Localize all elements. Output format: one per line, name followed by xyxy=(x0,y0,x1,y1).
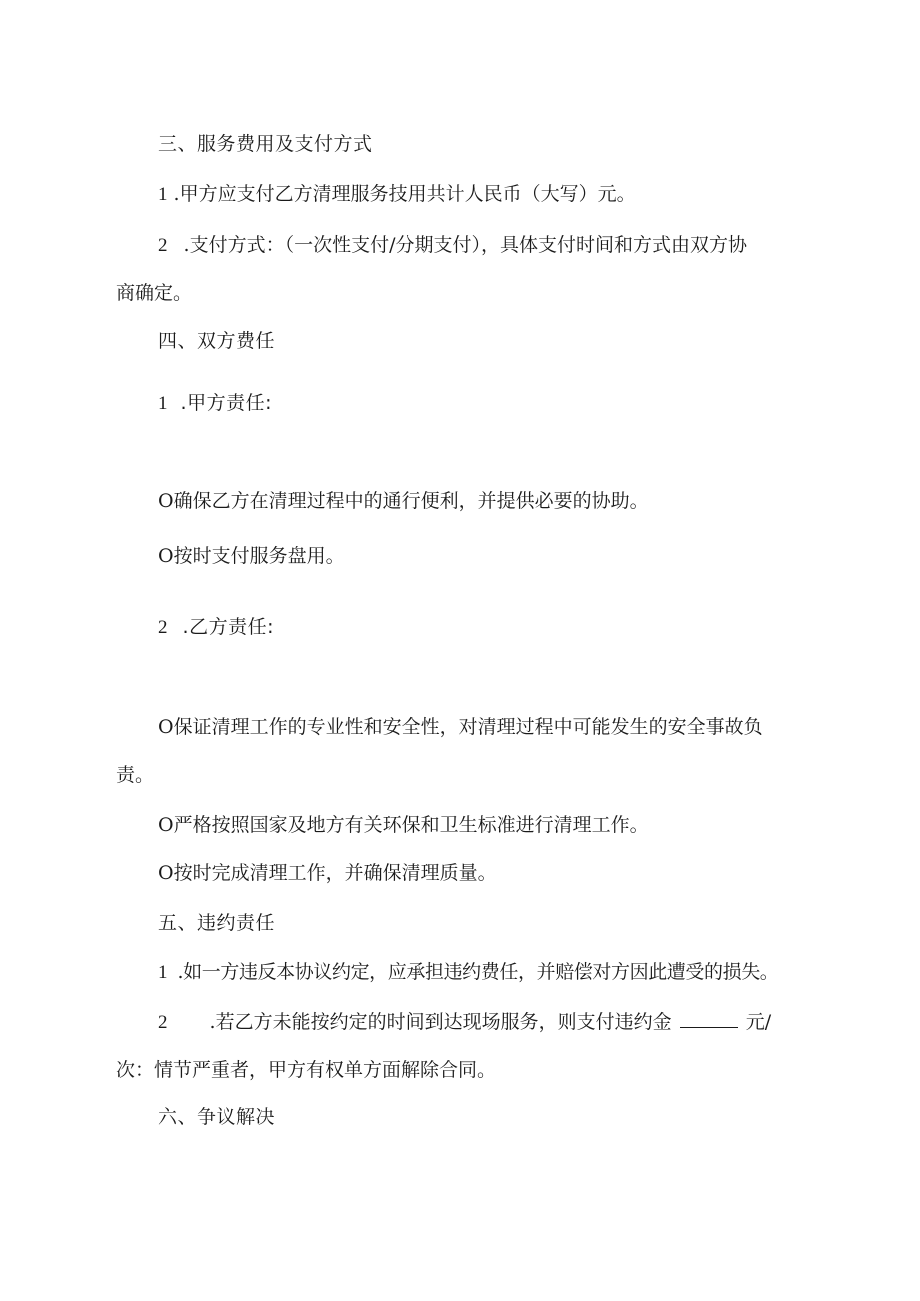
item-number: 1 xyxy=(158,184,168,205)
item-text: .甲方应支付乙方清理服务技用共计人民币（大写）元。 xyxy=(173,183,636,205)
section-4-heading: 四、双方费任 xyxy=(158,330,276,352)
section-5-item-2 xyxy=(158,1009,771,1036)
party-b-title xyxy=(158,614,274,641)
party-b-bullet-2: O严格按照国家及地方有关环保和卫生标准进行清理工作。 xyxy=(158,814,649,836)
item-text: .若乙方未能按约定的时间到达现场服务，则支付违约金 xyxy=(209,1011,672,1033)
party-b-bullet-1: O保证清理工作的专业性和安全性，对清理过程中可能发生的安全事故负 xyxy=(158,716,763,738)
section-5-heading: 五、违约责任 xyxy=(158,912,276,934)
party-a-bullet-1: O确保乙方在清理过程中的通行便利，并提供必要的协助。 xyxy=(158,490,649,512)
party-b-title-text: .乙方责任: xyxy=(182,616,274,638)
item-number: 2 xyxy=(158,617,168,638)
party-b-bullet-3: O按时完成清理工作，并确保清理质量。 xyxy=(158,862,497,884)
item-number: 1 xyxy=(158,393,168,414)
item-number: 2 xyxy=(158,1012,168,1033)
section-5-item-2-continuation: 次：情节严重者，甲方有权单方面解除合同。 xyxy=(116,1059,497,1081)
item-number: 1 xyxy=(158,962,168,983)
party-a-bullet-2: O按时支付服务盘用。 xyxy=(158,545,345,567)
item-number: 2 xyxy=(158,235,168,256)
section-3-item-2-continuation: 商确定。 xyxy=(116,282,193,304)
item-text: .支付方式：（一次性支付/分期支付），具体支付时间和方式由双方协 xyxy=(183,234,747,256)
party-a-title-text: .甲方责任: xyxy=(180,392,272,414)
penalty-amount-blank xyxy=(680,1009,738,1028)
item-text-after: 元/ xyxy=(745,1011,772,1033)
party-b-bullet-1-continuation: 责。 xyxy=(116,764,155,786)
section-6-heading: 六、争议解决 xyxy=(158,1106,276,1128)
section-5-item-1 xyxy=(158,959,778,986)
section-3-heading: 三、服务费用及支付方式 xyxy=(158,133,373,155)
section-3-item-1 xyxy=(158,181,636,208)
section-3-item-2 xyxy=(158,232,747,259)
party-a-title xyxy=(158,390,272,417)
item-text: .如一方违反本协议约定，应承担违约费任，并赔偿对方因此遭受的损失。 xyxy=(177,961,779,983)
